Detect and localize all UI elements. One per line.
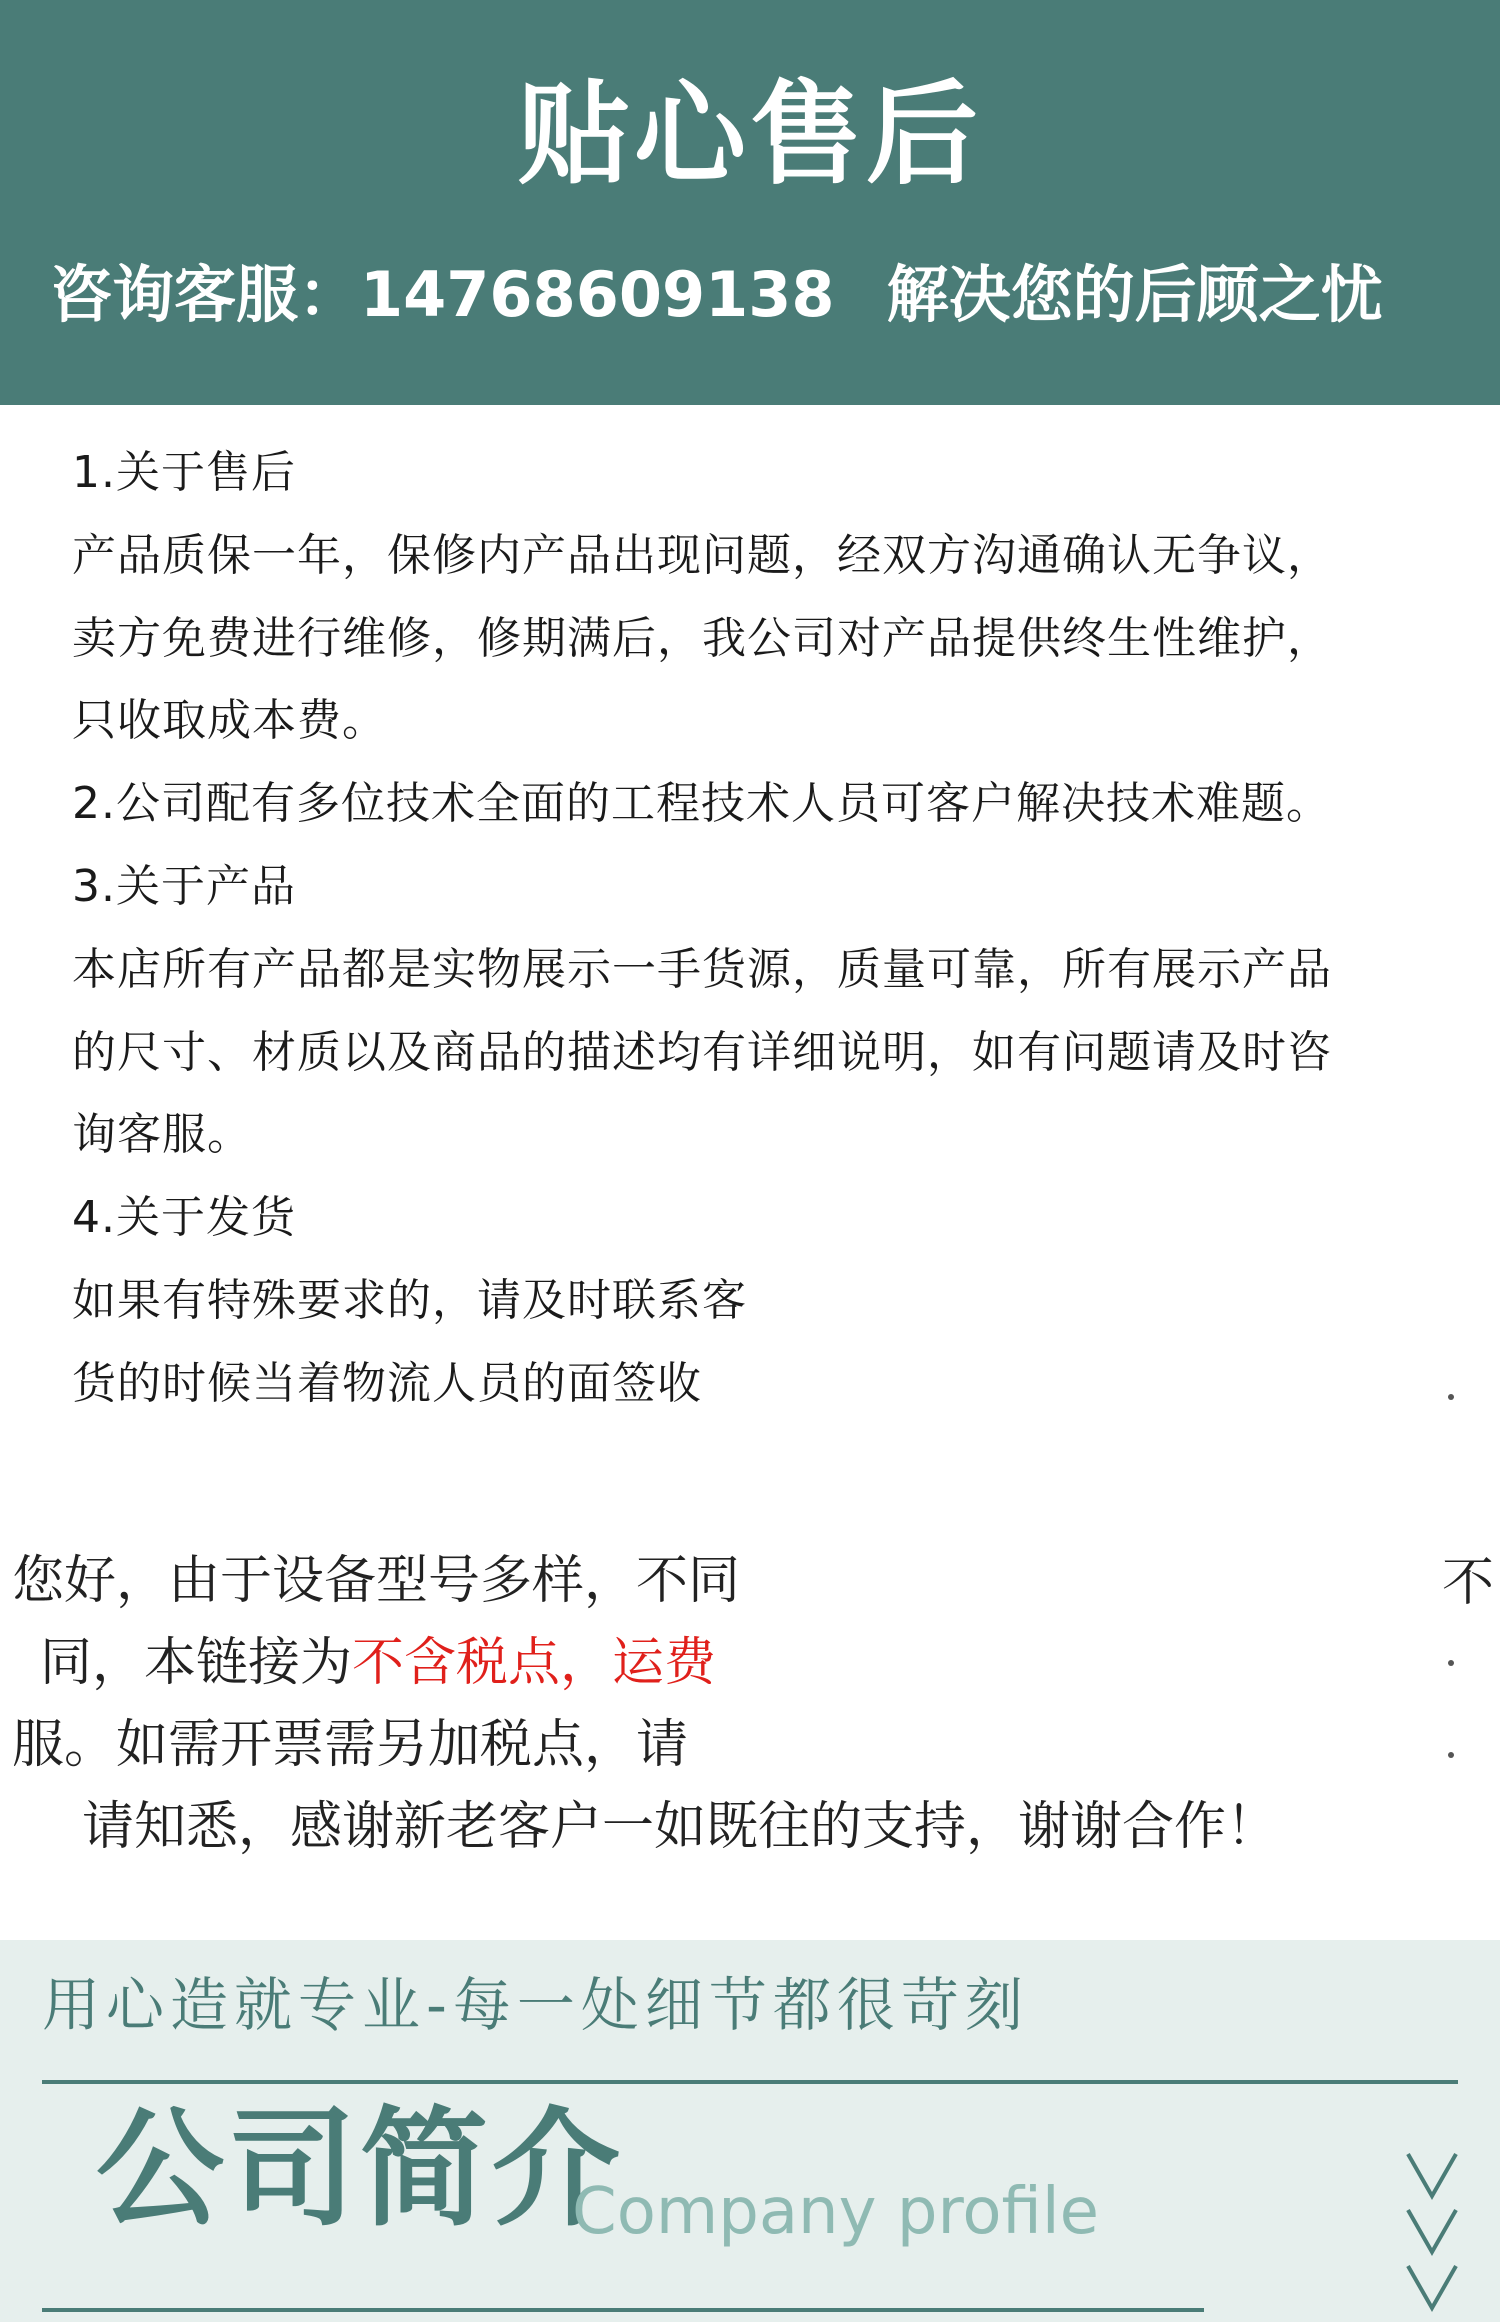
- image-overlay-mask: [768, 1260, 1500, 1490]
- header-banner: [0, 0, 1500, 405]
- terms-heading-shipping: 4.关于发货: [72, 1192, 296, 1244]
- notice-edge-char: 不: [1442, 1553, 1495, 1613]
- phone-number[interactable]: 14768609138: [360, 258, 835, 331]
- notice-line: [40, 1622, 716, 1704]
- profile-slogan: 用心造就专业-每一处细节都很苛刻: [42, 1971, 1029, 2039]
- company-profile-section: [0, 1940, 1500, 2322]
- header-title: 贴心售后: [518, 70, 982, 200]
- notice-highlight: 不含税点，运费: [352, 1633, 717, 1693]
- divider: [42, 2080, 1458, 2084]
- notice-text: 同，本链接为: [40, 1633, 353, 1693]
- notice-line: 服。如需开票需另加税点，请: [12, 1715, 689, 1775]
- notice-line: 请知悉，感谢新老客户一如既往的支持，谢谢合作！: [82, 1797, 1279, 1857]
- header-contact-line: [50, 255, 1383, 335]
- profile-title-en: Company profile: [572, 2175, 1099, 2249]
- header-tagline: 解决您的后顾之忧: [886, 258, 1383, 331]
- terms-heading-after-sales: 1.关于售后: [72, 447, 296, 498]
- terms-line: 卖方免费进行维修，修期满后，我公司对产品提供终生性维护，: [72, 612, 1332, 664]
- edge-fragment: [1448, 1394, 1454, 1400]
- notice-line: 您好，由于设备型号多样，不同: [12, 1551, 741, 1611]
- terms-line: 货的时候当着物流人员的面签收: [72, 1357, 702, 1409]
- edge-fragment: [1448, 1752, 1454, 1758]
- terms-line: 2.公司配有多位技术全面的工程技术人员可客户解决技术难题。: [72, 778, 1331, 830]
- profile-title: 公司简介: [96, 2095, 625, 2244]
- edge-fragment: [1448, 1660, 1454, 1666]
- terms-line: 本店所有产品都是实物展示一手货源，质量可靠，所有展示产品: [72, 943, 1332, 995]
- chevron-down-icon: [1402, 2148, 1462, 2318]
- image-overlay-mask: [0, 1480, 1500, 1540]
- contact-label: 咨询客服：: [50, 258, 361, 331]
- terms-line: 如果有特殊要求的，请及时联系客: [72, 1274, 747, 1326]
- divider: [42, 2308, 1204, 2312]
- terms-line: 只收取成本费。: [72, 695, 387, 747]
- terms-line: 的尺寸、材质以及商品的描述均有详细说明，如有问题请及时咨: [72, 1026, 1332, 1078]
- terms-heading-product: 3.关于产品: [72, 860, 296, 912]
- terms-line: 产品质保一年，保修内产品出现问题，经双方沟通确认无争议，: [72, 529, 1332, 581]
- terms-line: 询客服。: [72, 1109, 252, 1161]
- image-overlay-mask: [768, 1540, 1440, 1790]
